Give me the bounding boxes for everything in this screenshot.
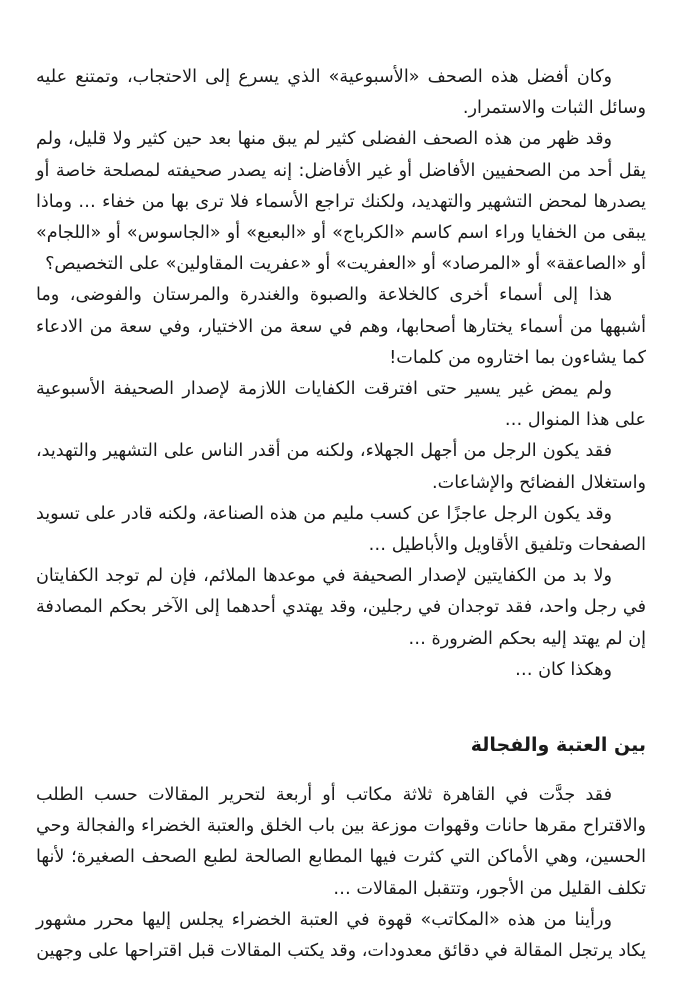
paragraph-offices-cairo: فقد جدَّت في القاهرة ثلاثة مكاتب أو أربعة لتحرير المقالات حسب الطلب والاقتراح مقرها حانات وقهوات موزعة بين باب الخلق والعتبة الخضراء والفجالة وحي الحسين، وهي الأماكن التي كثرت فيها المطابع الصالحة لطبع الصحف الصغيرة؛ لأنها تكلف القليل من الأجور، وتتقبل المقالات … <box>36 785 646 899</box>
paragraph-competencies: ولم يمض غير يسير حتى افترقت الكفايات اللازمة لإصدار الصحيفة الأسبوعية على هذا المنوال … <box>36 379 646 431</box>
section-heading: بين العتبة والفجالة <box>470 734 646 757</box>
paragraph-and-so-it-was: وهكذا كان … <box>514 659 612 680</box>
section-part-2 <box>36 780 646 967</box>
section-part-1 <box>36 62 646 686</box>
paragraph-incapable-man: وقد يكون الرجل عاجزًا عن كسب مليم من هذه الصناعة، ولكنه قادر على تسويد الصفحات وتلفيق الأقاويل والأباطيل … <box>36 503 646 556</box>
paragraph-names-list: وقد ظهر من هذه الصحف الفضلى كثير لم يبق منها بعد حين كثير ولا قليل، ولم يقل أحد من الصحفيين الأفاضل أو غير الأفاضل: إنه يصدر صحيفته لمصلحة خاصة أو يصدرها لمحض التشهير والتهديد، ولكنك تراجع الأسماء فلا ترى بها من خفاء … وماذا يبقى من الخفايا وراء اسم كاسم «الكرباج» أو «البعبع» أو «الجاسوس» أو «اللجام» أو «الصاعقة» أو «المرصاد» أو «العفريت» أو «عفريت المقاولين» على التخصيص؟ <box>36 129 646 275</box>
paragraph-famous-editor: ورأينا من هذه «المكاتب» قهوة في العتبة الخضراء يجلس إليها محرر مشهور يكاد يرتجل المقالة في دقائق معدودات، وقد يكتب المقالات قبل اقتراحها على وجهين <box>36 909 646 962</box>
paragraph-two-competencies: ولا بد من الكفايتين لإصدار الصحيفة في موعدها الملائم، فإن لم توجد الكفايتان في رجل واحد، فقد توجدان في رجلين، وقد يهتدي أحدهما إلى الآخر بحكم المصادفة إن لم يهتد إليه بحكم الضرورة … <box>36 566 646 649</box>
paragraph-weekly-best: وكان أفضل هذه الصحف «الأسبوعية» الذي يسرع إلى الاحتجاب، وتمتنع عليه وسائل الثبات والاستمرار. <box>36 67 646 119</box>
paragraph-other-names: هذا إلى أسماء أخرى كالخلاعة والصبوة والغندرة والمرستان والفوضى، وما أشبهها من أسماء يختارها أصحابها، وهم في سعة من الاختيار، وفي سعة من الادعاء كما يشاءون بما اختاروه من كلمات! <box>36 285 646 368</box>
document-page <box>36 62 646 1000</box>
paragraph-ignorant-man: فقد يكون الرجل من أجهل الجهلاء، ولكنه من أقدر الناس على التشهير والتهديد، واستغلال الفضائح والإشاعات. <box>36 441 646 493</box>
